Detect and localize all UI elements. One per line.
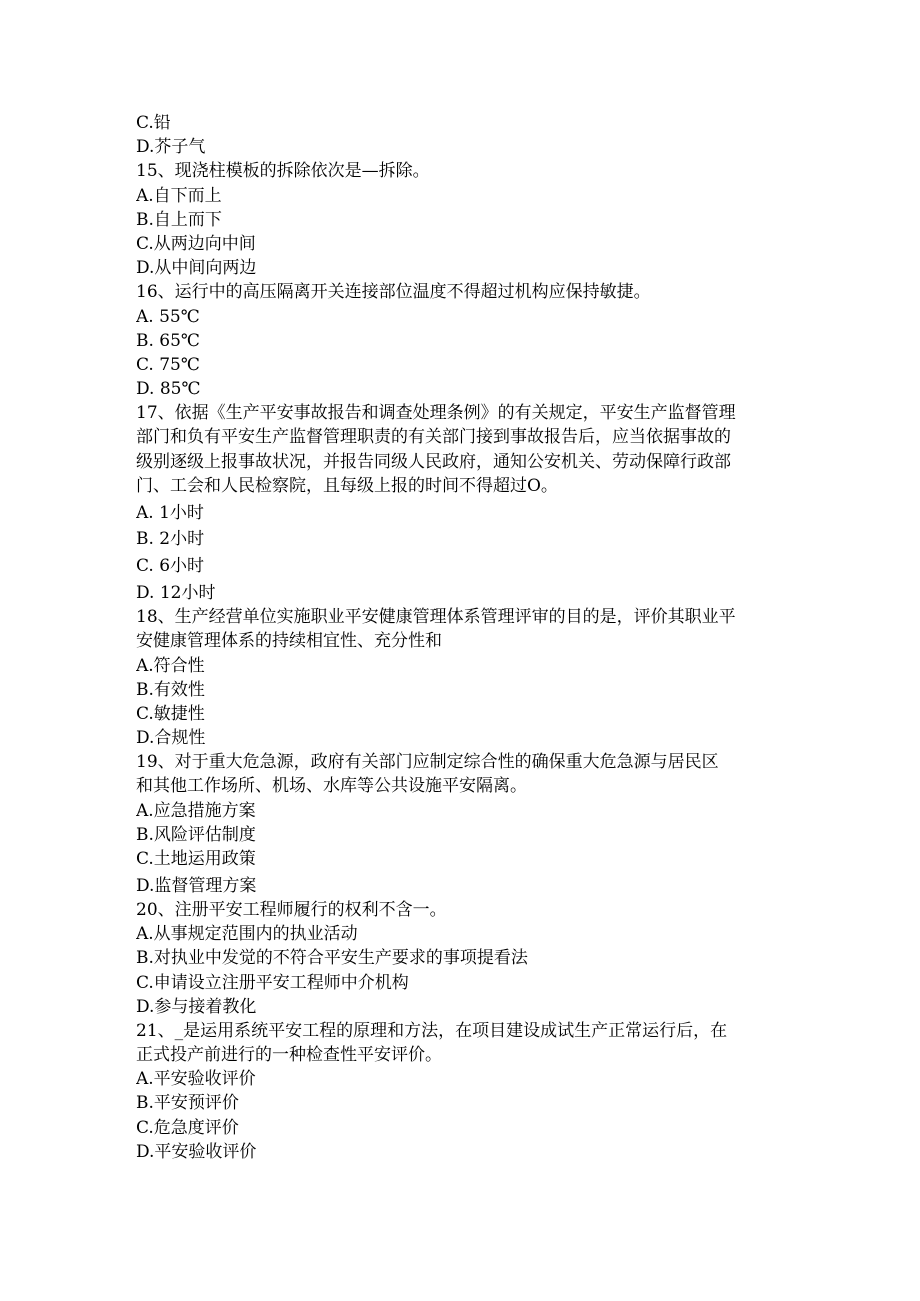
option-line: C. 75℃ <box>136 354 200 375</box>
option-line: C.申请设立注册平安工程师中介机构 <box>136 972 409 993</box>
option-line: D.参与接着教化 <box>136 996 257 1017</box>
question-line: 正式投产前进行的一种检查性平安评价。 <box>136 1045 442 1066</box>
option-line: C.铅 <box>136 113 171 133</box>
option-line: B.平安预评价 <box>136 1093 239 1114</box>
option-line: C.从两边向中间 <box>136 233 256 254</box>
option-line: A. 1小时 <box>136 502 204 523</box>
option-line: C.土地运用政策 <box>136 849 256 869</box>
question-line: 17、依据《生产平安事故报告和调查处理条例》的有关规定，平安生产监督管理 <box>136 403 736 424</box>
option-line: D.芥子气 <box>136 137 206 158</box>
option-line: A.自下而上 <box>136 185 222 206</box>
question-line: 18、生产经营单位实施职业平安健康管理体系管理评审的目的是，评价其职业平 <box>136 607 736 628</box>
option-line: D.从中间向两边 <box>136 258 257 279</box>
option-line: C. 6小时 <box>136 556 205 577</box>
option-line: B.自上而下 <box>136 209 222 230</box>
question-line: 安健康管理体系的持续相宜性、充分性和 <box>136 631 442 652</box>
option-line: A.符合性 <box>136 655 205 676</box>
question-line: 级别逐级上报事故状况，并报告同级人民政府，通知公安机关、劳动保障行政部 <box>136 451 731 472</box>
question-line: 21、_是运用系统平安工程的原理和方法，在项目建设成试生产正常运行后，在 <box>136 1020 728 1041</box>
option-line: A.平安验收评价 <box>136 1069 256 1090</box>
document-body <box>136 111 796 1164</box>
option-line: D.合规性 <box>136 728 206 749</box>
option-line: C.敏捷性 <box>136 703 205 724</box>
option-line: B.有效性 <box>136 679 205 700</box>
question-line: 和其他工作场所、机场、水库等公共设施平安隔离。 <box>136 776 527 797</box>
option-line: C.危急度评价 <box>136 1117 239 1138</box>
option-line: D.监督管理方案 <box>136 875 257 896</box>
question-line: 部门和负有平安生产监督管理职责的有关部门接到事故报告后，应当依据事故的 <box>136 427 731 448</box>
question-line: 20、注册平安工程师履行的权利不含一。 <box>136 899 447 920</box>
option-line: A.应急措施方案 <box>136 800 256 821</box>
option-line: B.风险评估制度 <box>136 824 256 845</box>
option-line: B. 65℃ <box>136 330 200 351</box>
option-line: D. 12小时 <box>136 582 216 603</box>
option-line: A. 55℃ <box>136 306 200 327</box>
option-line: B. 2小时 <box>136 529 205 550</box>
question-line: 15、现浇柱模板的拆除依次是—拆除。 <box>136 161 430 182</box>
option-line: D. 85℃ <box>136 379 201 400</box>
option-line: A.从事规定范围内的执业活动 <box>136 924 358 945</box>
option-line: D.平安验收评价 <box>136 1141 257 1162</box>
question-line: 门、工会和人民检察院，且每级上报的时间不得超过O。 <box>136 475 558 496</box>
question-line: 16、运行中的高压隔离开关连接部位温度不得超过机构应保持敏捷。 <box>136 282 651 303</box>
question-line: 19、对于重大危急源，政府有关部门应制定综合性的确保重大危急源与居民区 <box>136 752 719 773</box>
option-line: B.对执业中发觉的不符合平安生产要求的事项提看法 <box>136 948 528 969</box>
